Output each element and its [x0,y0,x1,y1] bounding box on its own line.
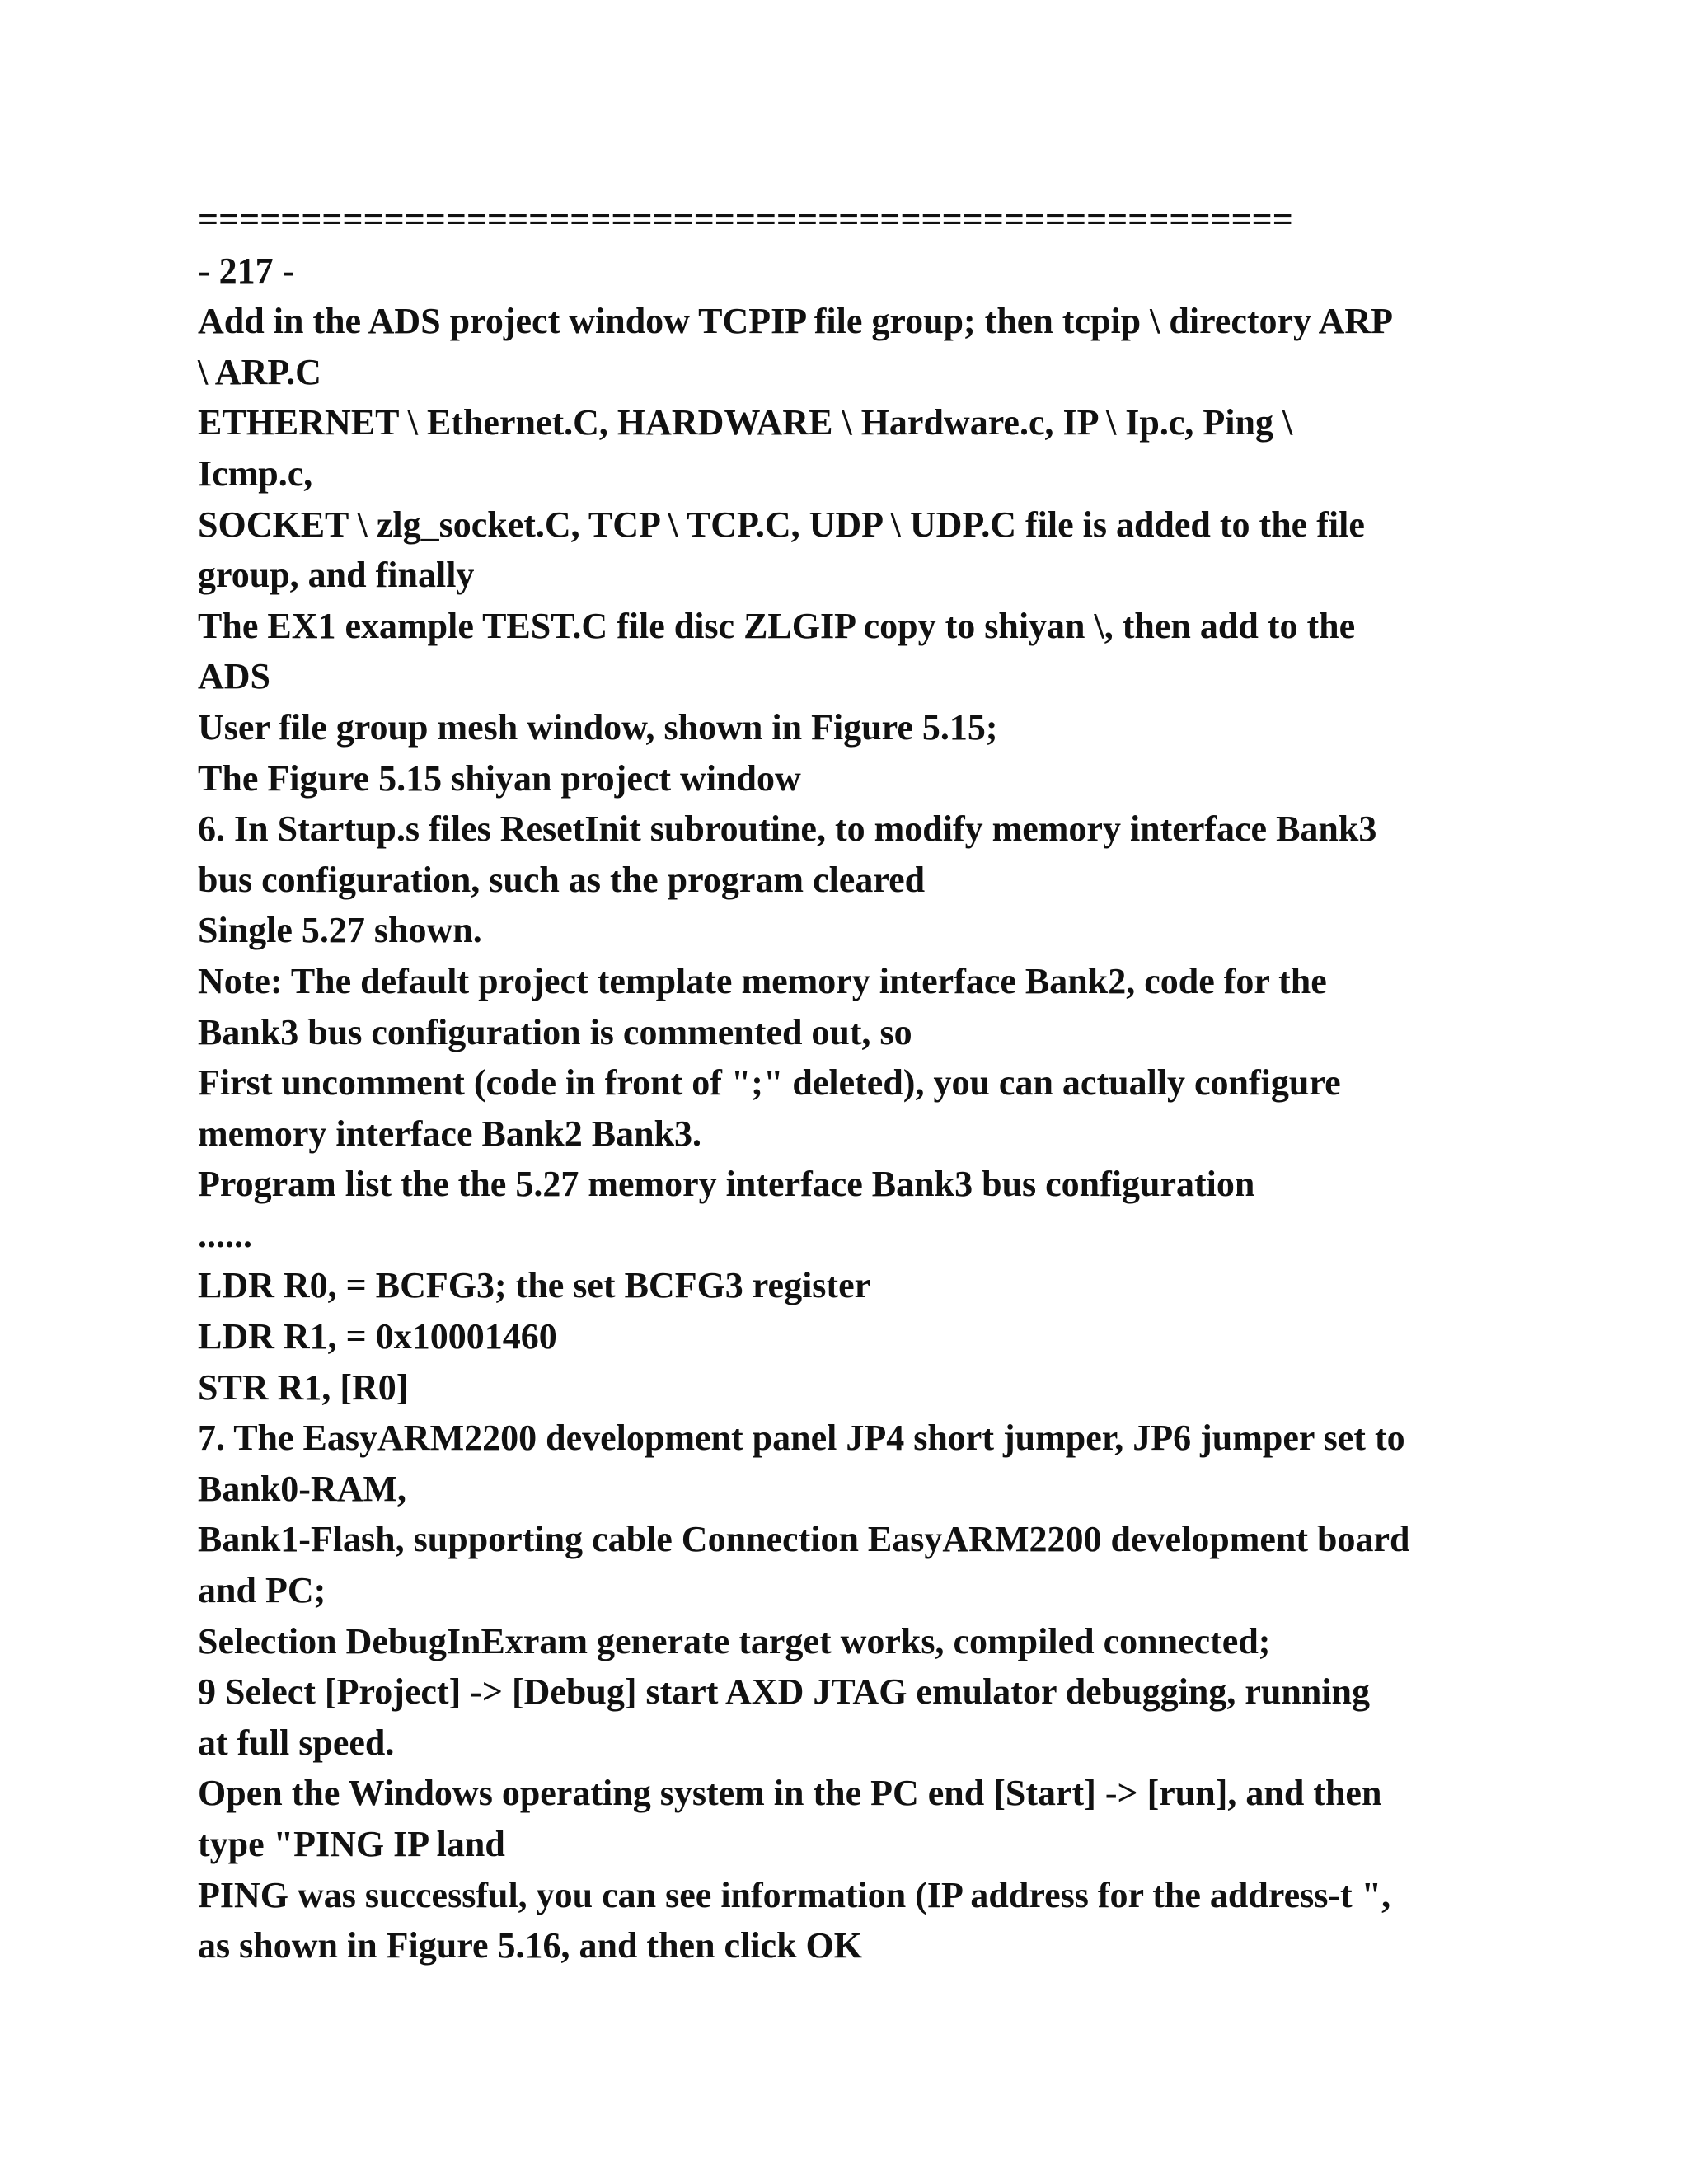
text-line: The EX1 example TEST.C file disc ZLGIP copy to shiyan \, then add to the [198,605,1356,646]
program-list-caption: Program list the the 5.27 memory interface Bank3 bus configuration [198,1164,1255,1205]
text-line: type "PING IP land [198,1824,505,1864]
code-line: STR R1, [R0] [198,1366,409,1408]
code-line: LDR R0, = BCFG3; the set BCFG3 register [198,1265,871,1306]
text-line: Bank3 bus configuration is commented out, so [198,1011,912,1052]
page-number: - 217 - [198,250,295,291]
figure-caption: The Figure 5.15 shiyan project window [198,757,801,799]
text-line: 7. The EasyARM2200 development panel JP4 short jumper, JP6 jumper set to [198,1418,1405,1459]
text-line: Bank1-Flash, supporting cable Connection EasyARM2200 development board [198,1519,1410,1560]
text-line: bus configuration, such as the program cleared [198,859,926,900]
separator-rule: ===================================================== [198,199,1293,240]
text-line: User file group mesh window, shown in Figure 5.15; [198,706,998,748]
text-line: at full speed. [198,1722,395,1763]
text-line: Open the Windows operating system in the PC end [Start] -> [run], and then [198,1773,1382,1814]
document-page [198,194,1517,1971]
text-line: Note: The default project template memory interface Bank2, code for the [198,960,1327,1001]
text-line: group, and finally [198,555,475,596]
text-line: Selection DebugInExram generate target works, compiled connected; [198,1620,1271,1661]
code-line: LDR R1, = 0x10001460 [198,1316,557,1357]
text-line: 9 Select [Project] -> [Debug] start AXD JTAG emulator debugging, running [198,1671,1370,1713]
text-line: PING was successful, you can see information (IP address for the address-t ", [198,1874,1391,1915]
text-line: \ ARP.C [198,351,321,392]
text-line: Single 5.27 shown. [198,910,482,951]
text-line: ADS [198,656,271,697]
text-line: Add in the ADS project window TCPIP file group; then tcpip \ directory ARP [198,301,1394,342]
text-line: as shown in Figure 5.16, and then click OK [198,1925,862,1966]
text-line: Icmp.c, [198,452,313,494]
text-line: Bank0-RAM, [198,1468,407,1509]
text-line: memory interface Bank2 Bank3. [198,1113,702,1154]
text-line: and PC; [198,1570,326,1611]
code-line: ...... [198,1214,252,1255]
text-line: ETHERNET \ Ethernet.C, HARDWARE \ Hardware.c, IP \ Ip.c, Ping \ [198,402,1293,443]
text-line: 6. In Startup.s files ResetInit subroutine, to modify memory interface Bank3 [198,808,1377,850]
text-line: First uncomment (code in front of ";" deleted), you can actually configure [198,1062,1341,1104]
text-line: SOCKET \ zlg_socket.C, TCP \ TCP.C, UDP \ UDP.C file is added to the file [198,504,1365,545]
